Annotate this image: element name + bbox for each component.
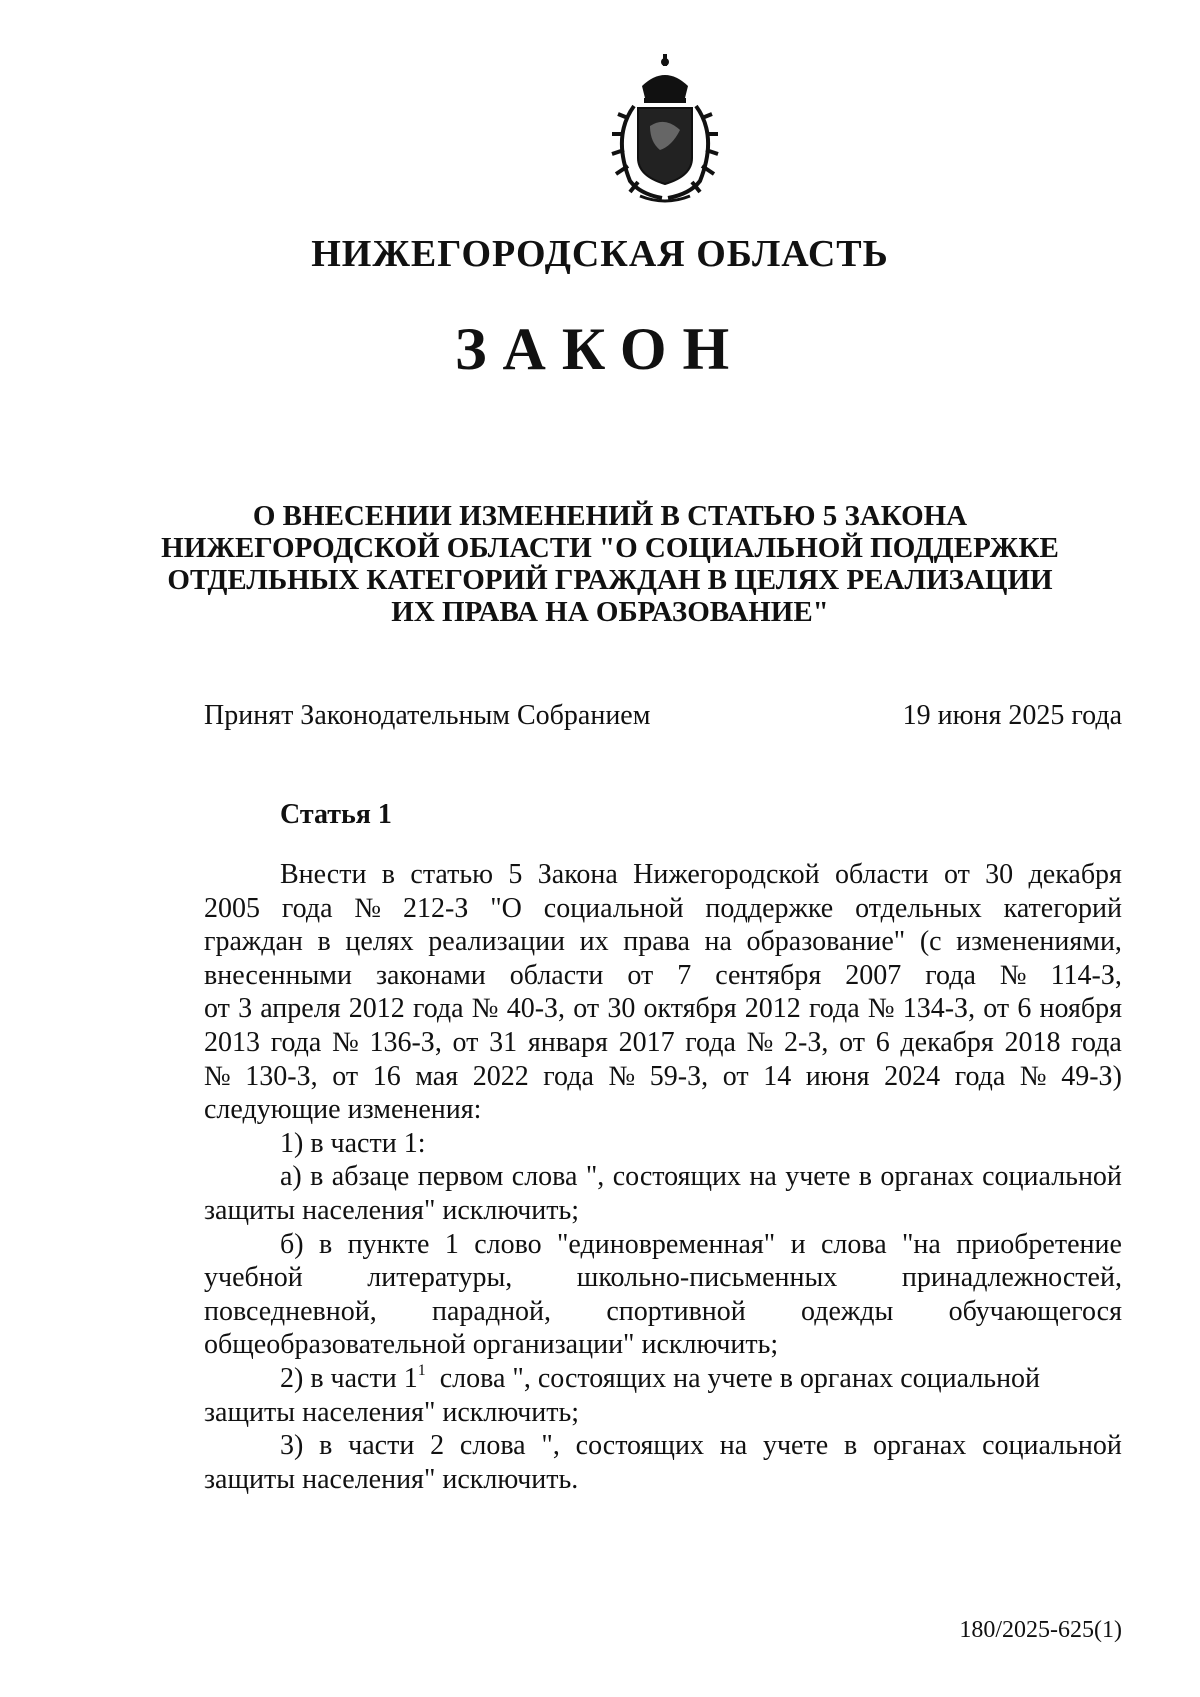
word: 31	[489, 1026, 518, 1058]
adoption-date: 19 июня 2025 года	[902, 700, 1122, 731]
word: реализации	[428, 926, 566, 958]
word: отдельных	[855, 892, 982, 924]
word: 6	[1017, 993, 1032, 1025]
word: области	[834, 859, 929, 890]
word: 2024	[884, 1060, 941, 1092]
word: состоящих	[575, 1430, 704, 1462]
word: 5	[508, 859, 523, 890]
body-line	[204, 1228, 1122, 1262]
word: 2012	[348, 993, 405, 1025]
body-line	[204, 892, 1122, 926]
word: от	[332, 1060, 359, 1092]
word: №	[332, 1026, 359, 1058]
word: "О	[490, 892, 522, 924]
word: года	[543, 1060, 594, 1092]
word: 14	[763, 1060, 792, 1092]
word: в	[843, 1430, 858, 1462]
body-line: следующие изменения:	[204, 1094, 482, 1126]
word: 1	[444, 1228, 459, 1260]
word: части	[348, 1430, 415, 1462]
body-line	[204, 1295, 1122, 1329]
word: 212-З	[403, 892, 469, 924]
word: 30	[985, 859, 1014, 890]
word: 40-З,	[506, 993, 566, 1025]
word: 2-З,	[784, 1026, 829, 1058]
word: года	[281, 892, 333, 924]
word: на	[704, 926, 732, 958]
body-line	[204, 1261, 1122, 1295]
word: №	[471, 993, 499, 1025]
word: 2022	[472, 1060, 529, 1092]
word: учете	[785, 1161, 851, 1193]
word: состоящих	[612, 1161, 741, 1193]
word: 2018	[1004, 1026, 1061, 1058]
word: года	[1071, 1026, 1122, 1058]
word: 114-З,	[1050, 959, 1122, 991]
word: (с	[919, 926, 942, 958]
body-line	[204, 925, 1122, 959]
word: 59-З,	[649, 1060, 709, 1092]
word: сентября	[715, 959, 822, 991]
body-line	[204, 959, 1122, 993]
region-heading: НИЖЕГОРОДСКАЯ ОБЛАСТЬ	[311, 233, 889, 275]
word: №	[608, 1060, 636, 1092]
word: 2017	[618, 1026, 675, 1058]
word: года	[685, 1026, 736, 1058]
word: 2007	[845, 959, 902, 991]
word: литературы,	[367, 1262, 513, 1294]
word: законами	[376, 959, 486, 991]
word: июня	[805, 1060, 870, 1092]
word: апреля	[260, 993, 341, 1025]
word: от	[722, 1060, 749, 1092]
word: слова	[511, 1161, 578, 1193]
word: от	[983, 993, 1010, 1025]
body-line: общеобразовательной организации" исключить;	[204, 1329, 779, 1361]
word: 136-З,	[369, 1026, 442, 1058]
body-line	[204, 858, 1122, 892]
word: 7	[677, 959, 692, 991]
word: от	[839, 1026, 865, 1058]
word: слова	[820, 1228, 887, 1260]
word: года	[925, 959, 976, 991]
word: 30	[607, 993, 636, 1025]
word: поддержке	[705, 892, 834, 924]
word: органах	[872, 1430, 967, 1462]
word: в	[381, 859, 396, 890]
word: на	[749, 1161, 777, 1193]
word: №	[746, 1026, 774, 1058]
law-title	[140, 500, 1080, 628]
word: 16	[372, 1060, 401, 1092]
word: социальной	[982, 1161, 1122, 1193]
word: мая	[415, 1060, 459, 1092]
word: 3	[238, 993, 253, 1025]
word: граждан	[204, 926, 303, 958]
word: от	[452, 1026, 479, 1058]
word: их	[579, 926, 609, 958]
word: статью	[410, 859, 494, 890]
word: Внести	[280, 859, 367, 890]
word: изменениями,	[956, 926, 1122, 958]
body-line-part: слова ", состоящих на учете в органах социальной	[439, 1362, 1041, 1394]
word: образование"	[746, 926, 906, 958]
word: повседневной,	[204, 1295, 377, 1327]
word: декабря	[1028, 859, 1122, 890]
word: от	[204, 993, 230, 1025]
word: парадной,	[431, 1295, 552, 1327]
word: категорий	[1003, 892, 1122, 924]
body-line-part: 2) в части 1	[280, 1362, 418, 1394]
word: года	[954, 1060, 1006, 1092]
body-line: защиты населения" исключить;	[204, 1396, 580, 1428]
superscript: 1	[417, 1361, 426, 1379]
word: в	[319, 1430, 333, 1462]
article-body	[204, 858, 1122, 1496]
adoption-row	[204, 700, 1122, 732]
word: принадлежностей,	[901, 1262, 1122, 1294]
body-line	[204, 992, 1122, 1026]
coat-of-arms-icon	[590, 46, 740, 206]
word: целях	[345, 926, 414, 958]
word: слово	[474, 1228, 542, 1260]
word: от	[573, 993, 600, 1025]
word: одежды	[801, 1295, 894, 1327]
body-line	[204, 1160, 1122, 1194]
word: слова	[459, 1430, 526, 1462]
word: "единовременная"	[557, 1228, 776, 1260]
word: обучающегося	[948, 1295, 1122, 1327]
word: и	[790, 1228, 806, 1260]
body-line: защиты населения" исключить.	[204, 1463, 579, 1495]
body-line: 1) в части 1:	[280, 1127, 426, 1159]
word: социальной	[982, 1430, 1122, 1462]
word: №	[867, 993, 895, 1025]
body-line	[204, 1429, 1122, 1463]
word: школьно-письменных	[576, 1262, 838, 1294]
word: 2012	[744, 993, 801, 1025]
word: 2005	[204, 892, 260, 924]
word: №	[1019, 1060, 1047, 1092]
word: Закона	[537, 859, 618, 890]
word: учебной	[204, 1262, 303, 1294]
adoption-label: Принят Законодательным Собранием	[204, 700, 651, 731]
word: абзаце	[331, 1161, 410, 1193]
word: №	[204, 1060, 231, 1092]
law-title-line: НИЖЕГОРОДСКОЙ ОБЛАСТИ "О СОЦИАЛЬНОЙ ПОДДЕРЖКЕ	[161, 532, 1059, 564]
word: приобретение	[956, 1228, 1122, 1260]
word: Нижегородской	[633, 859, 820, 890]
word: №	[999, 959, 1027, 991]
word: "на	[902, 1228, 941, 1260]
word: 6	[875, 1026, 890, 1058]
word: ",	[585, 1161, 605, 1193]
law-title-line: О ВНЕСЕНИИ ИЗМЕНЕНИЙ В СТАТЬЮ 5 ЗАКОНА	[252, 500, 968, 532]
word: в	[317, 926, 331, 958]
word: учете	[762, 1430, 829, 1462]
article-heading: Статья 1	[280, 799, 392, 830]
word: 134-З,	[902, 993, 976, 1025]
word: 2	[430, 1430, 445, 1462]
word: года	[808, 993, 860, 1025]
word: органах	[880, 1161, 974, 1193]
word: от	[627, 959, 654, 991]
word: 2013	[204, 1026, 260, 1058]
word: декабря	[900, 1026, 994, 1058]
word: года	[412, 993, 464, 1025]
law-title-line: ОТДЕЛЬНЫХ КАТЕГОРИЙ ГРАЖДАН В ЦЕЛЯХ РЕАЛИЗАЦИИ	[167, 564, 1053, 596]
word: в	[318, 1228, 333, 1260]
word: б)	[280, 1228, 304, 1260]
word: области	[509, 959, 604, 991]
word: в	[310, 1161, 324, 1193]
law-title-line: ИХ ПРАВА НА ОБРАЗОВАНИЕ"	[391, 596, 829, 628]
body-line: защиты населения" исключить;	[204, 1194, 580, 1226]
word: в	[858, 1161, 873, 1193]
body-line	[204, 1026, 1122, 1060]
word: 49-З)	[1061, 1060, 1122, 1092]
word: 3)	[280, 1430, 304, 1462]
word: права	[623, 926, 690, 958]
word: ",	[541, 1430, 560, 1462]
word: спортивной	[606, 1295, 746, 1327]
word: ноября	[1039, 993, 1122, 1025]
word: №	[354, 892, 382, 924]
word: социальной	[543, 892, 684, 924]
word: первом	[417, 1161, 504, 1193]
word: октября	[643, 993, 737, 1025]
word: на	[719, 1430, 748, 1462]
word: года	[270, 1026, 322, 1058]
body-line	[204, 1060, 1122, 1094]
word: января	[527, 1026, 608, 1058]
document-code: 180/2025-625(1)	[959, 1617, 1122, 1643]
body-line	[204, 1362, 1122, 1396]
word: пункте	[347, 1228, 430, 1260]
word: а)	[280, 1161, 302, 1193]
word: внесенными	[204, 959, 353, 991]
word: от	[943, 859, 970, 890]
document-type-heading: ЗАКОН	[454, 316, 746, 382]
word: 130-З,	[245, 1060, 318, 1092]
